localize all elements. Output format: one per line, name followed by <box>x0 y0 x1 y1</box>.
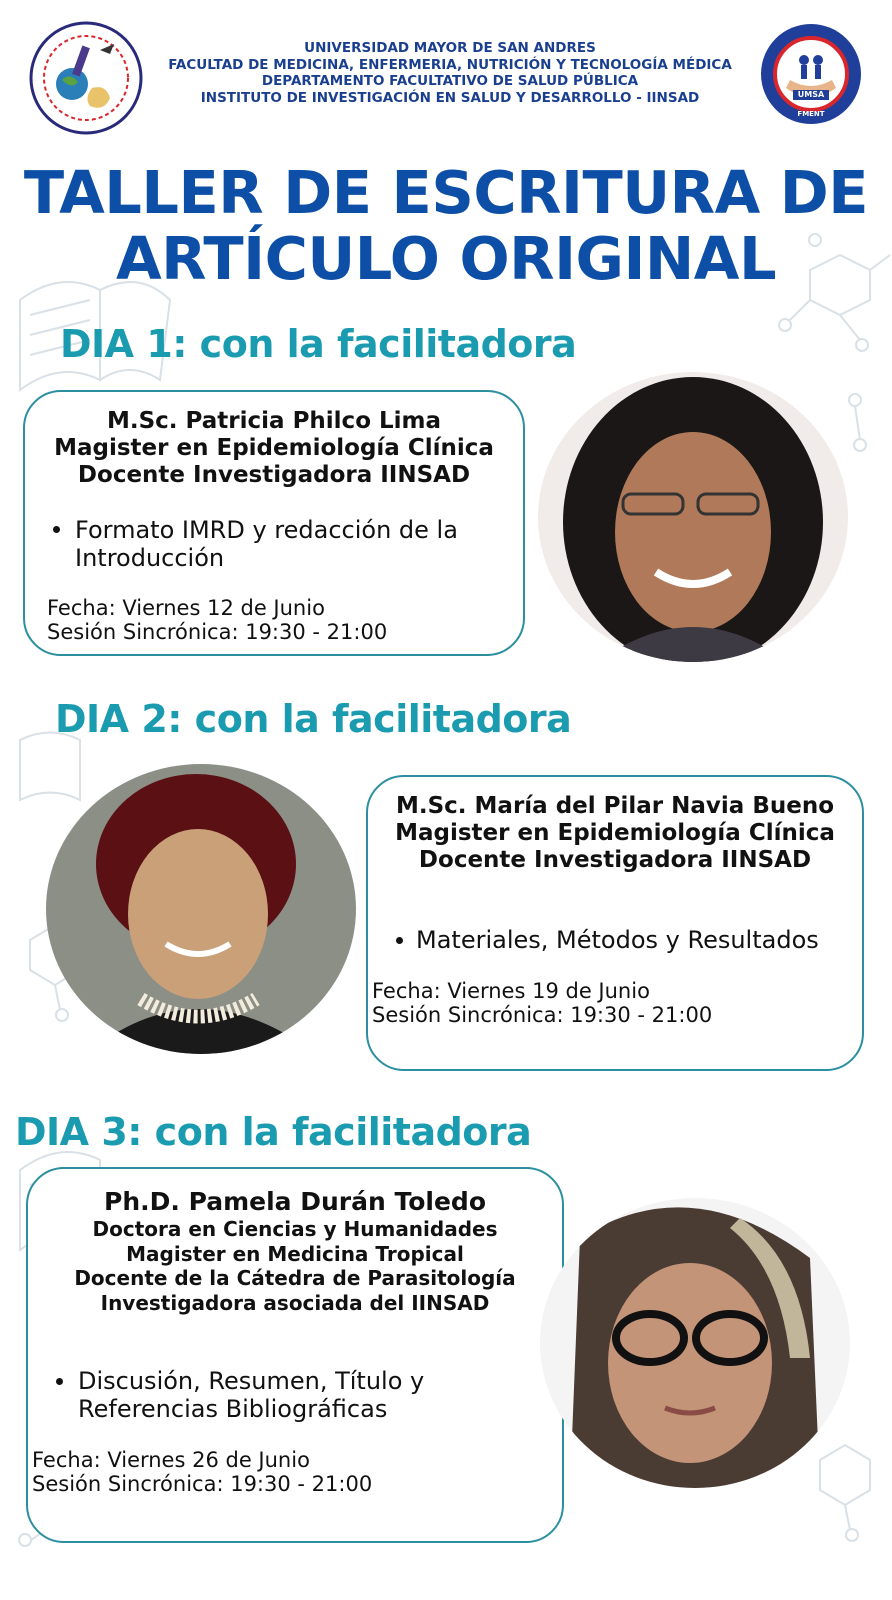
day2-session: Sesión Sincrónica: 19:30 - 21:00 <box>372 1003 713 1027</box>
title-line-2: ARTÍCULO ORIGINAL <box>115 224 777 293</box>
day1-facilitator-name: M.Sc. Patricia Philco Lima <box>106 408 442 434</box>
day1-date: Fecha: Viernes 12 de Junio <box>47 596 325 620</box>
day1-facilitator <box>25 408 523 489</box>
day3-heading: DIA 3: con la facilitadora <box>15 1110 532 1154</box>
day2-topic-bullet <box>396 937 403 944</box>
day1-heading: DIA 1: con la facilitadora <box>60 322 577 366</box>
day3-facilitator-name: Ph.D. Pamela Durán Toledo <box>104 1187 486 1216</box>
day1-topic-bullet <box>53 526 60 533</box>
day1-topic <box>75 516 458 572</box>
salud-publica-logo-fment: FMENT <box>797 110 825 118</box>
day3-facilitator <box>28 1187 562 1315</box>
header-line-institute: INSTITUTO DE INVESTIGACIÓN EN SALUD Y DESARROLLO - IINSAD <box>200 89 700 106</box>
page-title <box>0 160 892 292</box>
day3-topic <box>78 1367 424 1423</box>
salud-publica-logo <box>756 22 866 126</box>
day2-topic-line1: Materiales, Métodos y Resultados <box>416 926 819 954</box>
day2-facilitator <box>368 793 862 874</box>
day3-card <box>26 1167 564 1543</box>
day2-facilitator-photo <box>46 764 356 1054</box>
header-line-department: DEPARTAMENTO FACULTATIVO DE SALUD PÚBLICA <box>261 73 639 89</box>
day2-date: Fecha: Viernes 19 de Junio <box>372 979 650 1003</box>
day2-card <box>366 775 864 1071</box>
day3-topic-bullet <box>56 1378 63 1385</box>
day2-topic <box>416 926 819 954</box>
day3-topic-line1: Discusión, Resumen, Título y <box>78 1367 425 1395</box>
day3-facilitator-degree: Doctora en Ciencias y Humanidades <box>92 1217 498 1241</box>
title-line-1: TALLER DE ESCRITURA DE <box>23 158 869 227</box>
day3-date: Fecha: Viernes 26 de Junio <box>32 1448 310 1472</box>
day1-facilitator-title: Magister en Epidemiología Clínica <box>54 435 494 461</box>
header-line-faculty: FACULTAD DE MEDICINA, ENFERMERIA, NUTRICIÓN Y TECNOLOGÍA MÉDICA <box>168 56 732 73</box>
institution-header <box>150 40 750 106</box>
header-line-university: UNIVERSIDAD MAYOR DE SAN ANDRES <box>304 40 596 56</box>
day2-facilitator-title: Magister en Epidemiología Clínica <box>395 820 835 846</box>
day1-session: Sesión Sincrónica: 19:30 - 21:00 <box>47 620 388 644</box>
day1-facilitator-role: Docente Investigadora IINSAD <box>77 462 471 488</box>
day1-card <box>23 390 525 656</box>
day3-facilitator-role: Investigadora asociada del IINSAD <box>100 1290 490 1315</box>
day1-topic-line1: Formato IMRD y redacción de la <box>75 516 458 544</box>
day2-heading: DIA 2: con la facilitadora <box>55 697 572 741</box>
day3-facilitator-photo <box>540 1198 850 1488</box>
iinsad-logo <box>22 18 150 138</box>
day1-topic-line2: Introducción <box>75 544 225 572</box>
day2-facilitator-role: Docente Investigadora IINSAD <box>418 847 812 873</box>
salud-publica-logo-umsa: UMSA <box>797 90 825 99</box>
day3-session: Sesión Sincrónica: 19:30 - 21:00 <box>32 1472 373 1496</box>
day3-topic-line2: Referencias Bibliográficas <box>78 1395 388 1423</box>
day3-facilitator-title: Magister en Medicina Tropical <box>126 1241 464 1266</box>
day3-facilitator-chair: Docente de la Cátedra de Parasitología <box>74 1266 516 1290</box>
day2-facilitator-name: M.Sc. María del Pilar Navia Bueno <box>395 793 835 819</box>
day1-facilitator-photo <box>538 372 848 662</box>
